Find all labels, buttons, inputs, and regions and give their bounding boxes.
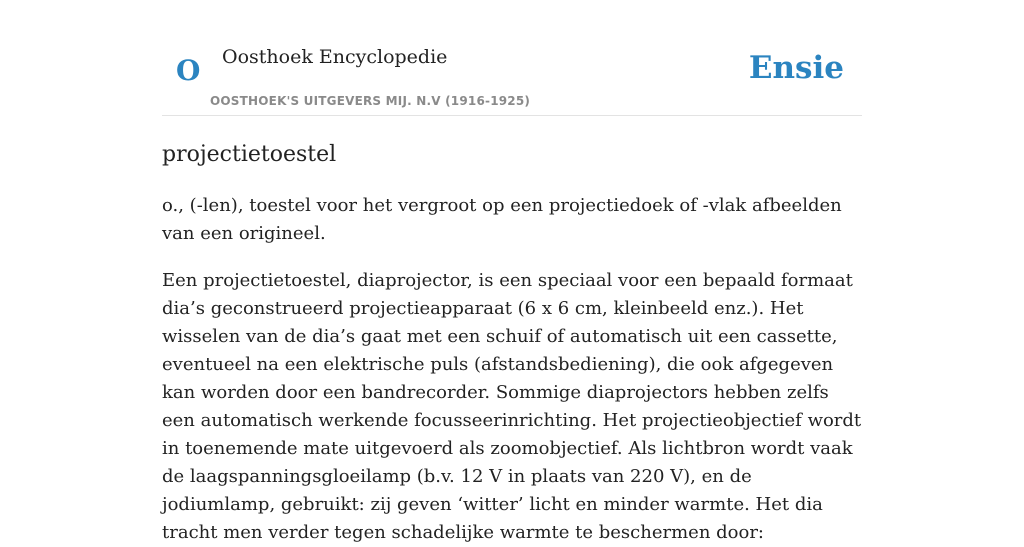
encyclopedia-logo-letter[interactable]: O	[176, 54, 201, 87]
publisher-subtitle: OOSTHOEK'S UITGEVERS MIJ. N.V (1916-1925)	[210, 94, 531, 108]
encyclopedia-header	[162, 40, 862, 116]
entry-definition: o., (-len), toestel voor het vergroot op een projectiedoek of -vlak afbeelden van een origineel.	[162, 195, 842, 244]
ensie-brand-logo[interactable]: Ensie	[748, 50, 844, 86]
entry-body-paragraph: Een projectietoestel, diaprojector, is een speciaal voor een bepaald formaat dia’s geconstrueerd projectieapparaat (6 x 6 cm, kleinbeeld enz.). Het wisselen van de dia’s gaat met een schuif of automatisch uit een cassette, eventueel na een elektrische puls (afstandsbediening), die ook afgegeven kan worden door een bandrecorder. Sommige diaprojectors hebben zelfs een automatisch werkende focusseerinrichting. Het projectieobjectief wordt in toenemende mate uitgevoerd als zoomobjectief. Als lichtbron wordt vaak de laagspanningsgloeilamp (b.v. 12 V in plaats van 220 V), en de jodiumlamp, gebruikt: zij geven ‘witter’ licht en minder warmte. Het dia tracht men verder tegen schadelijke warmte te beschermen door:	[162, 270, 862, 543]
encyclopedia-title-link[interactable]: Oosthoek Encyclopedie	[222, 46, 448, 68]
entry-title: projectietoestel	[162, 142, 337, 167]
article	[162, 140, 864, 547]
